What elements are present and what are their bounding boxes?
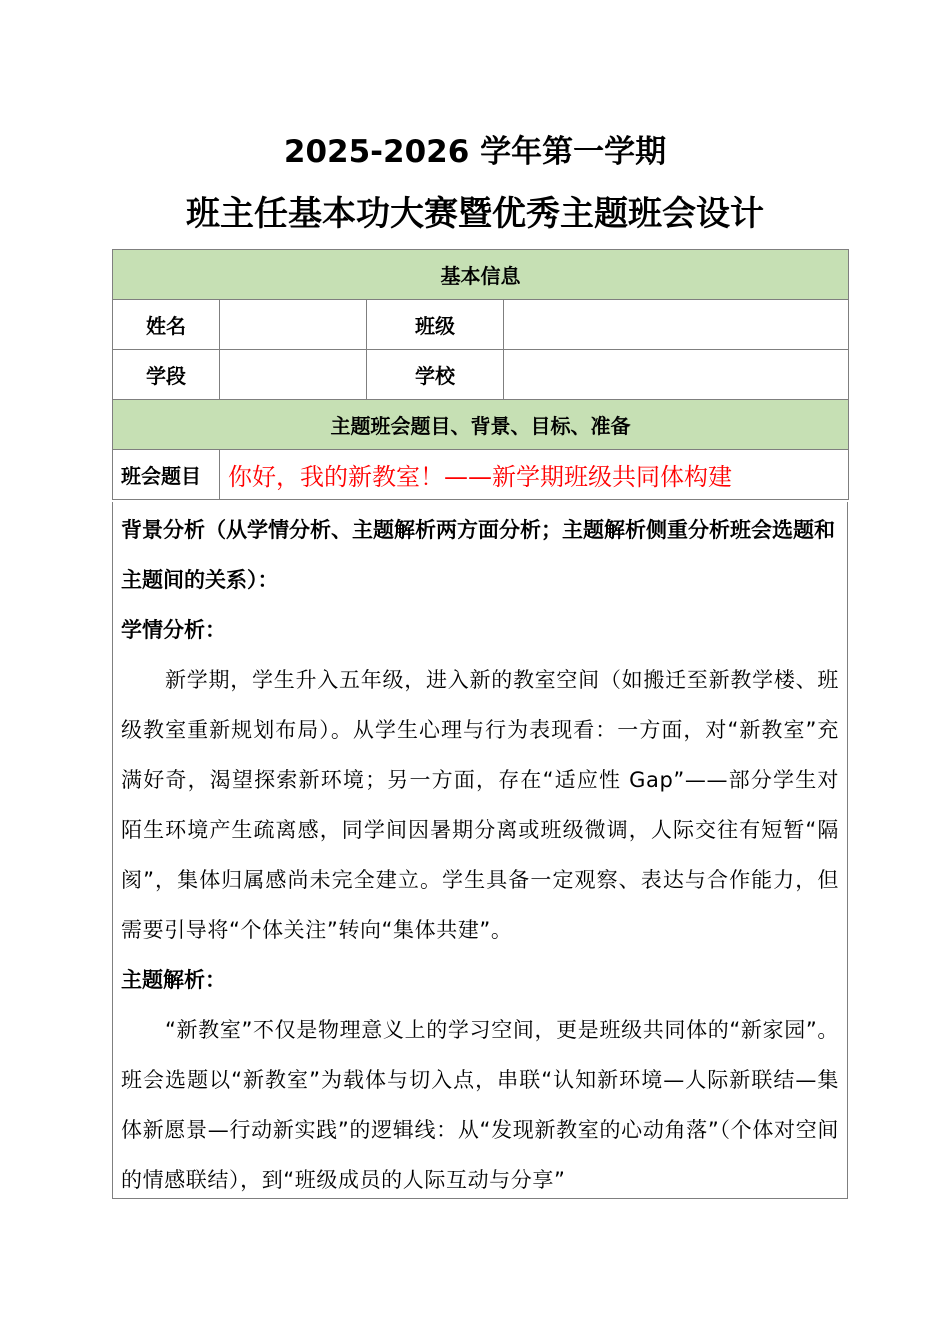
theme-analysis-text: “新教室”不仅是物理意义上的学习空间，更是班级共同体的“新家园”。班会选题以“新教室”为载体与切入点，串联“认知新环境—人际新联结—集体新愿景—行动新实践”的逻辑线：从“发现新教室的心动角落”（个体对空间的情感联结），到“班级成员的人际互动与分享” <box>121 1018 839 1192</box>
school-label: 学校 <box>367 350 504 400</box>
class-value-cell[interactable] <box>504 300 849 350</box>
document-title-line1: 2025-2026 学年第一学期 <box>283 134 667 170</box>
section-header-basic-info: 基本信息 <box>113 250 849 300</box>
stage-value-cell[interactable] <box>220 350 367 400</box>
table-row <box>113 350 849 400</box>
table-row <box>113 250 849 300</box>
table-row <box>113 450 849 500</box>
stage-label: 学段 <box>113 350 220 400</box>
class-label: 班级 <box>367 300 504 350</box>
name-label: 姓名 <box>113 300 220 350</box>
background-analysis-cell <box>112 502 848 1199</box>
topic-value: 你好，我的新教室！——新学期班级共同体构建 <box>220 450 849 500</box>
background-heading: 背景分析（从学情分析、主题解析两方面分析；主题解析侧重分析班会选题和主题间的关系）： <box>121 518 835 592</box>
table-row <box>113 300 849 350</box>
student-analysis-text: 新学期，学生升入五年级，进入新的教室空间（如搬迁至新教学楼、班级教室重新规划布局）。从学生心理与行为表现看：一方面，对“新教室”充满好奇，渴望探索新环境；另一方面，存在“适应性 Gap”——部分学生对陌生环境产生疏离感，同学间因暑期分离或班级微调，人际交往有短暂“隔阂”，集体归属感尚未完全建立。学生具备一定观察、表达与合作能力，但需要引导将“个体关注”转向“集体共建”。 <box>121 668 839 942</box>
theme-analysis-heading: 主题解析： <box>121 968 226 992</box>
school-value-cell[interactable] <box>504 350 849 400</box>
topic-label: 班会题目 <box>113 450 220 500</box>
name-value-cell[interactable] <box>220 300 367 350</box>
table-row <box>113 400 849 450</box>
basic-info-table <box>112 249 849 500</box>
document-title-line2: 班主任基本功大赛暨优秀主题班会设计 <box>186 194 764 234</box>
student-analysis-heading: 学情分析： <box>121 618 226 642</box>
section-header-theme: 主题班会题目、背景、目标、准备 <box>113 400 849 450</box>
